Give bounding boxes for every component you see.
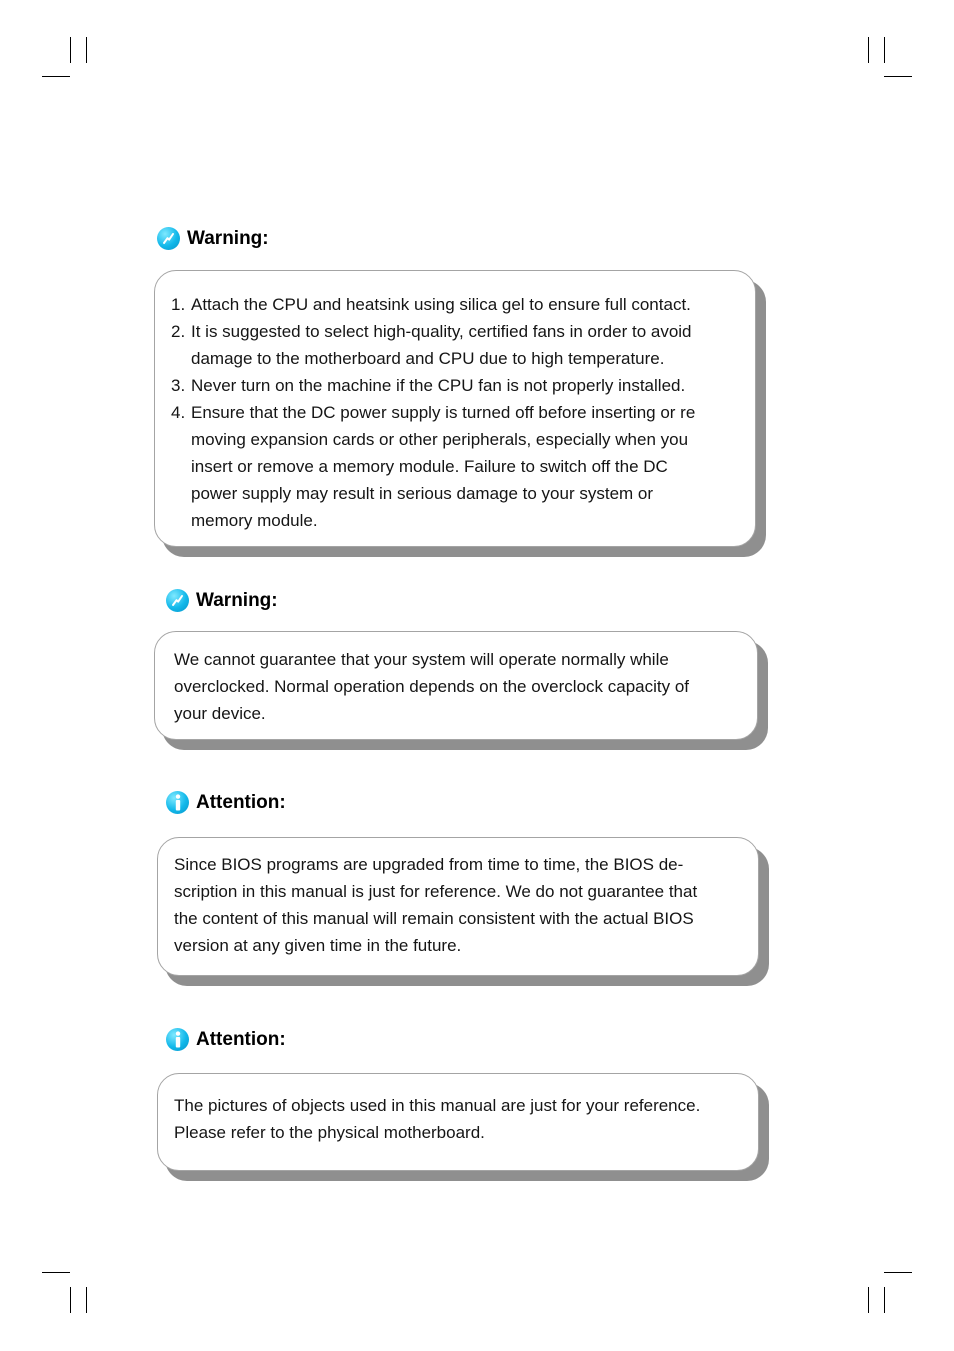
attention-box [157, 1073, 759, 1171]
info-icon [166, 791, 189, 814]
warning-text: We cannot guarantee that your system will operate normally while overclocked. Normal operation depends on the overclock capacity of your device. [174, 650, 690, 723]
crop-mark [884, 1272, 912, 1273]
crop-mark [86, 37, 87, 63]
attention-text: Since BIOS programs are upgraded from time to time, the BIOS de- scription in this manual is just for reference. We do not guarantee that the content of this manual will remain consistent with the actual BIOS version at any given time in the future. [174, 855, 698, 955]
info-icon [166, 1028, 189, 1051]
heading-label: Warning: [196, 589, 278, 611]
heading-label: Warning: [187, 227, 269, 249]
list-item: 3. Never turn on the machine if the CPU fan is not properly installed. [171, 376, 686, 395]
list-item: 4. Ensure that the DC power supply is turned off before inserting or re moving expansion cards or other peripherals, especially when you insert or remove a memory module. Failure to switch off the DC power supply may result in serious damage to your system or memory module. [171, 403, 696, 530]
warning-icon [157, 227, 180, 250]
list-item: 2. It is suggested to select high-quality, certified fans in order to avoid damage to the motherboard and CPU due to high temperature. [171, 322, 692, 368]
warning-box [154, 270, 756, 547]
list-item: 1. Attach the CPU and heatsink using silica gel to ensure full contact. [171, 295, 691, 314]
attention-heading [166, 1028, 286, 1051]
warning-icon [166, 589, 189, 612]
crop-mark [86, 1287, 87, 1313]
attention-box [157, 837, 759, 976]
crop-mark [884, 37, 885, 63]
warning-heading [166, 589, 278, 612]
crop-mark [884, 1287, 885, 1313]
crop-mark [42, 1272, 70, 1273]
crop-mark [70, 37, 71, 63]
warning-box [154, 631, 758, 740]
attention-text: The pictures of objects used in this manual are just for your reference. Please refer to the physical motherboard. [174, 1096, 701, 1142]
heading-label: Attention: [196, 1028, 286, 1050]
crop-mark [868, 37, 869, 63]
heading-label: Attention: [196, 791, 286, 813]
warning-heading [157, 227, 269, 250]
crop-mark [42, 76, 70, 77]
crop-mark [70, 1287, 71, 1313]
warning-list [171, 291, 749, 534]
crop-mark [884, 76, 912, 77]
crop-mark [868, 1287, 869, 1313]
attention-heading [166, 791, 286, 814]
